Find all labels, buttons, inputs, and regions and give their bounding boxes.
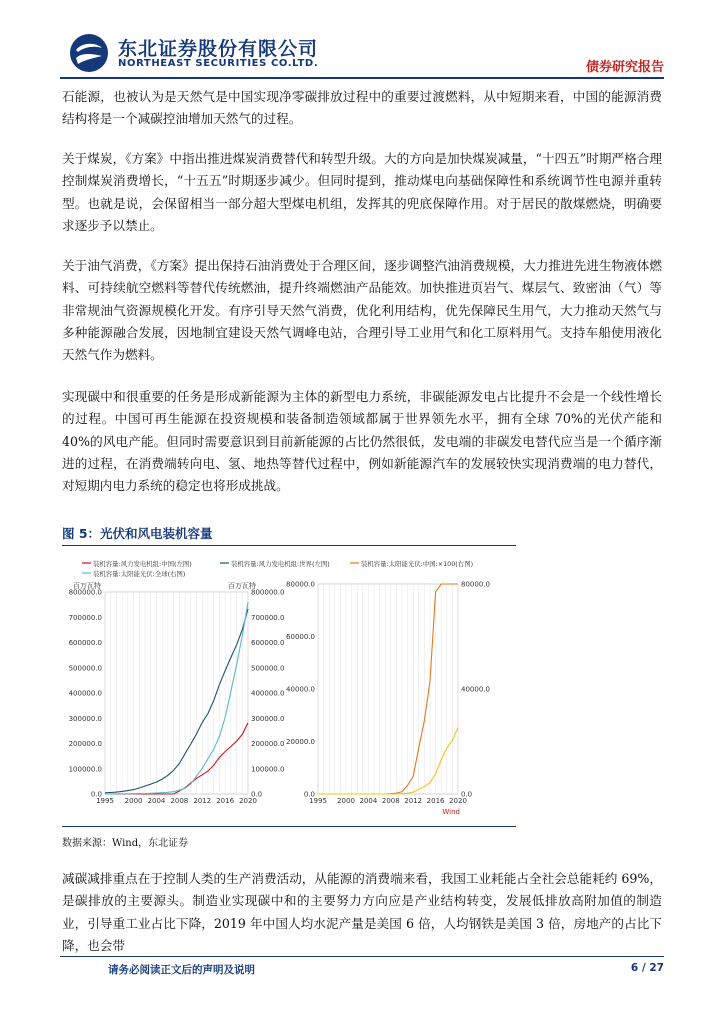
legend-label-0: 装机容量:风力发电机组:中国(左图) — [93, 560, 192, 568]
right-chart-ytick-left: 60000.0 — [286, 633, 315, 641]
capacity-chart — [60, 550, 520, 822]
left-chart-xtick: 2020 — [239, 797, 257, 805]
right-chart-ytick-left: 40000.0 — [286, 685, 315, 694]
paragraph-1: 石能源，也被认为是天然气是中国实现净零碳排放过程中的重要过渡燃料，从中短期来看，中国的能源消费结构将是一个减碳控油增加天然气的过程。 — [62, 89, 662, 127]
paragraph-5: 减碳减排重点在于控制人类的生产消费活动，从能源的消费端来看，我国工业耗能占全社会总能耗约 69%，是碳排放的主要源头。制造业实现碳中和的主要努力方向应是产业结构转变，发展低排放高附加值的制造业，引导重工业占比下降，2019 年中国人均水泥产量是美国 6 倍，人均钢铁是美国 3 倍，房地产的占比下降，也会带 — [62, 871, 662, 953]
figure-top-rule — [62, 545, 516, 546]
right-chart-ytick-left: 80000.0 — [286, 580, 315, 589]
left-chart-xtick: 2016 — [216, 797, 235, 805]
left-chart-ytick-right: 500000.0 — [251, 664, 285, 673]
left-chart-ytick-left: 200000.0 — [68, 740, 102, 748]
paragraph-2: 关于煤炭，《方案》中指出推进煤炭消费替代和转型升级。大的方向是加快煤炭减量，“十四五”时期严格合理控制煤炭消费增长，“十五五”时期逐步减少。但同时提到，推动煤电向基础保障性和系统调节性电源并重转型。也就是说，会保留相当一部分超大型煤电机组，发挥其的兜底保障作用。对于居民的散煤燃烧，明确要求逐步予以禁止。 — [62, 151, 662, 233]
left-chart-xtick: 2012 — [193, 797, 212, 805]
right-chart-ytick-right: 0.0 — [461, 790, 473, 799]
figure-bottom-rule — [62, 826, 516, 827]
left-chart-ytick-left: 800000.0 — [68, 588, 102, 597]
page-header — [60, 30, 664, 76]
page-number: 6 / 27 — [630, 962, 664, 974]
left-chart-ytick-right: 300000.0 — [251, 714, 285, 723]
right-chart-ytick-left: 0.0 — [303, 790, 315, 799]
right-chart-xtick: 2012 — [404, 797, 423, 805]
right-chart-xtick: 2004 — [359, 797, 378, 805]
left-chart-ytick-right: 700000.0 — [251, 613, 285, 622]
left-chart-ytick-left: 400000.0 — [68, 689, 102, 698]
left-chart-ytick-right: 600000.0 — [251, 639, 285, 647]
left-chart-plot-frame — [105, 592, 248, 794]
figure-title: 图 5：光伏和风电装机容量 — [62, 526, 213, 541]
left-chart-ytick-right: 100000.0 — [251, 765, 285, 774]
right-chart-ytick-right: 80000.0 — [461, 580, 490, 589]
left-chart-ytick-right: 200000.0 — [251, 740, 285, 748]
left-chart-ytick-left: 700000.0 — [68, 613, 102, 622]
left-chart-ytick-right: 800000.0 — [251, 588, 285, 597]
paragraph-4: 实现碳中和很重要的任务是形成新能源为主体的新型电力系统，非碳能源发电占比提升不会是一个线性增长的过程。中国可再生能源在投资规模和装备制造领域都属于世界领先水平，拥有全球 70%的光伏产能和 40%的风电产能。但同时需要意识到目前新能源的占比仍然很低，发电端的非碳发电替代应当是一个循序渐进的过程，在消费端转向电、氢、地热等替代过程中，例如新能源汽车的发展较快实现消费端的电力替代，对短期内电力系统的稳定也将形成挑战。 — [62, 389, 662, 494]
left-chart-ytick-left: 300000.0 — [68, 714, 102, 723]
left-chart-xtick: 2008 — [170, 797, 189, 805]
right-chart-xtick: 2008 — [381, 797, 400, 805]
company-name-en: NORTHEAST SECURITIES CO.LTD. — [118, 58, 319, 69]
right-chart-ytick-left: 20000.0 — [286, 738, 315, 746]
right-chart-xtick: 2000 — [337, 797, 355, 805]
left-chart-ytick-left: 600000.0 — [68, 639, 102, 647]
paragraph-3: 关于油气消费，《方案》提出保持石油消费处于合理区间，逐步调整汽油消费规模，大力推进先进生物液体燃料、可持续航空燃料等替代传统燃油，提升终端燃油产品能效。加快推进页岩气、煤层气、致密油（气）等非常规油气资源规模化开发。有序引导天然气消费，优化利用结构，优先保障民生用气，大力推动天然气与多种能源融合发展，因地制宜建设天然气调峰电站，合理引导工业用气和化工原料用气。支持车船使用液化天然气作为燃料。 — [62, 258, 662, 363]
right-chart-xtick: 2016 — [426, 797, 445, 805]
company-logo-icon — [68, 32, 110, 74]
footer-disclaimer: 请务必阅读正文后的声明及说明 — [108, 964, 255, 976]
left-chart-xtick: 2004 — [147, 797, 166, 805]
right-chart-xtick: 2020 — [449, 797, 467, 805]
right-chart-watermark: Wind — [442, 808, 460, 816]
left-chart-ytick-right: 0.0 — [251, 790, 263, 799]
left-chart-xtick: 2000 — [124, 797, 143, 805]
figure-source: 数据来源：Wind，东北证券 — [62, 838, 189, 849]
legend-label-1: 装机容量:风力发电机组:世界(左图) — [231, 560, 330, 568]
left-chart-ytick-left: 0.0 — [90, 790, 102, 799]
company-name-cn: 东北证券股份有限公司 — [118, 38, 319, 60]
left-chart-xtick: 1995 — [96, 797, 114, 805]
footer-divider — [60, 956, 664, 957]
right-chart-ytick-right: 40000.0 — [461, 685, 490, 694]
left-chart-ytick-left: 100000.0 — [68, 765, 102, 774]
right-chart-plot-frame — [318, 584, 458, 794]
left-chart-ytick-right: 400000.0 — [251, 689, 285, 698]
legend-label-3: 装机容量:太阳能光伏:全球(右图) — [93, 570, 186, 578]
left-chart-right-unit: 百万瓦特 — [228, 582, 256, 590]
legend-label-2: 装机容量:太阳能光伏:中国:×100(右图) — [361, 560, 474, 568]
report-type: 债券研究报告 — [585, 60, 664, 75]
right-chart-xtick: 1995 — [309, 797, 327, 805]
left-chart-left-unit: 百万瓦特 — [73, 582, 101, 590]
left-chart-ytick-left: 500000.0 — [68, 664, 102, 673]
header-divider — [60, 77, 664, 79]
